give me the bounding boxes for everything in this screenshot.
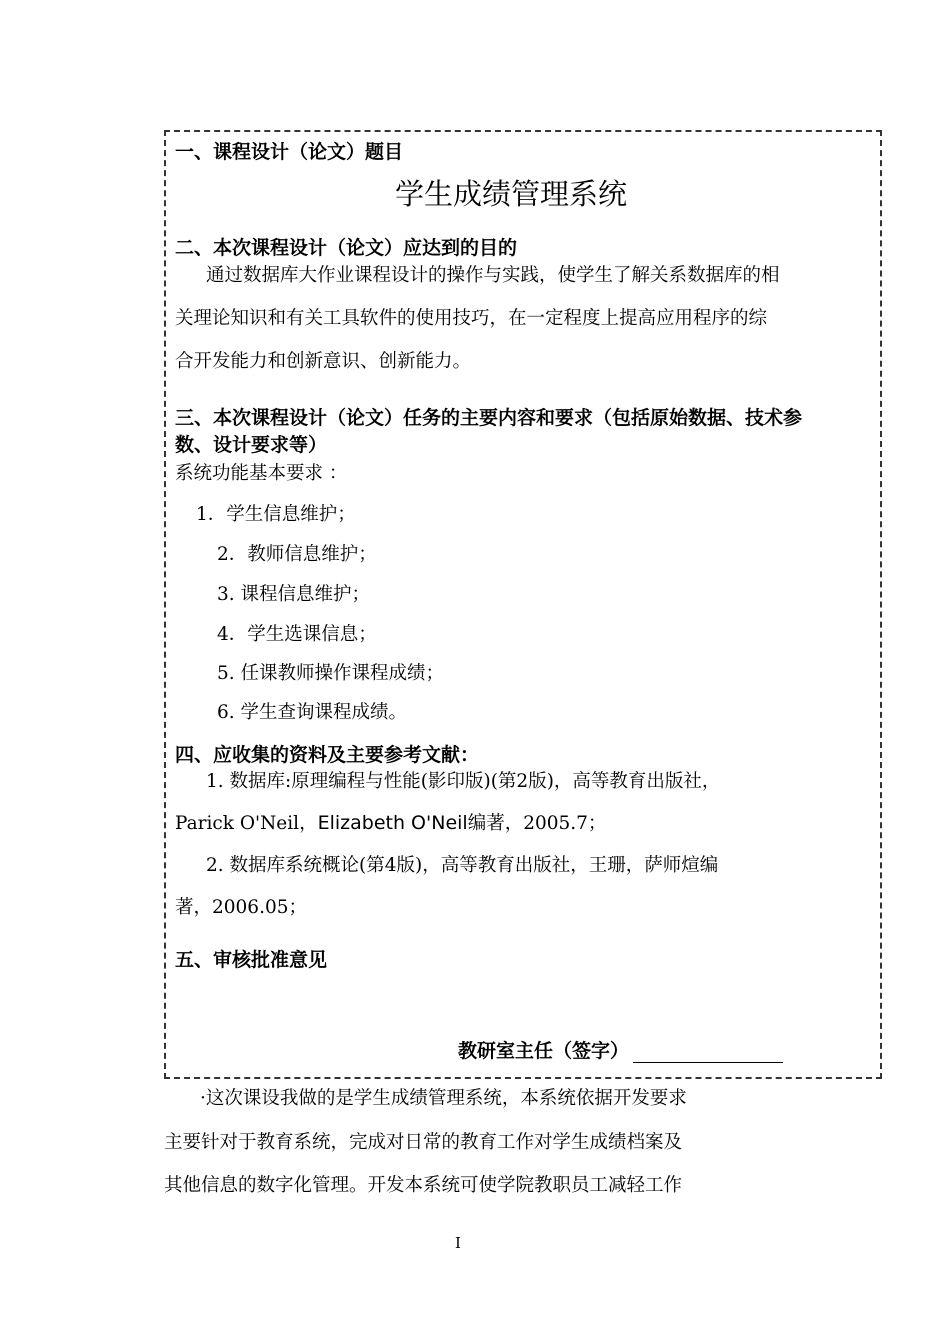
project-title: 学生成绩管理系统 xyxy=(395,177,628,211)
signature-label: 教研室主任（签字） xyxy=(458,1040,630,1062)
section2-line-3: 合开发能力和创新意识、创新能力。 xyxy=(175,351,472,372)
section3-intro: 系统功能基本要求 ： xyxy=(175,463,348,484)
signature-row xyxy=(458,1036,783,1063)
requirement-item: 1．学生信息维护； xyxy=(196,504,356,525)
body-line-2: 主要针对于教育系统，完成对日常的教育工作对学生成绩档案及 xyxy=(164,1132,683,1153)
reference-1-line-2 xyxy=(175,809,606,835)
section1-heading: 一、课程设计（论文）题目 xyxy=(175,141,404,163)
reference-1-authors-a: Parick O'Neil， xyxy=(175,813,318,834)
reference-1-line-1: 1. 数据库:原理编程与性能(影印版)(第2版)，高等教育出版社， xyxy=(206,771,721,792)
requirement-item: 5. 任课教师操作课程成绩； xyxy=(217,663,445,684)
requirement-item: 4．学生选课信息； xyxy=(217,624,377,645)
requirement-item: 3. 课程信息维护； xyxy=(217,584,371,605)
reference-2-line-1: 2. 数据库系统概论(第4版)，高等教育出版社，王珊，萨师煊编 xyxy=(206,855,719,876)
requirement-item: 2．教师信息维护； xyxy=(217,544,377,565)
requirement-item: 6. 学生查询课程成绩。 xyxy=(217,702,408,723)
section3-heading-line-2: 数、设计要求等） xyxy=(175,434,328,456)
section5-heading: 五、审核批准意见 xyxy=(175,949,328,971)
section3-heading-line-1: 三、本次课程设计（论文）任务的主要内容和要求（包括原始数据、技术参 xyxy=(175,407,803,429)
body-line-1: ·这次课设我做的是学生成绩管理系统，本系统依据开发要求 xyxy=(200,1088,687,1109)
section2-line-1: 通过数据库大作业课程设计的操作与实践，使学生了解关系数据库的相 xyxy=(206,265,780,286)
section4-heading: 四、应收集的资料及主要参考文献： xyxy=(175,744,480,766)
signature-line xyxy=(633,1042,783,1063)
reference-1-tail: 编著，2005.7； xyxy=(467,813,607,834)
reference-1-authors-b: Elizabeth O'Neil xyxy=(317,812,468,834)
body-line-3: 其他信息的数字化管理。开发本系统可使学院教职员工减轻工作 xyxy=(164,1175,683,1196)
section2-line-2: 关理论知识和有关工具软件的使用技巧，在一定程度上提高应用程序的综 xyxy=(175,308,768,329)
section2-heading: 二、本次课程设计（论文）应达到的目的 xyxy=(175,237,518,259)
page-number: I xyxy=(455,1234,461,1252)
reference-2-line-2: 著，2006.05； xyxy=(175,897,308,918)
